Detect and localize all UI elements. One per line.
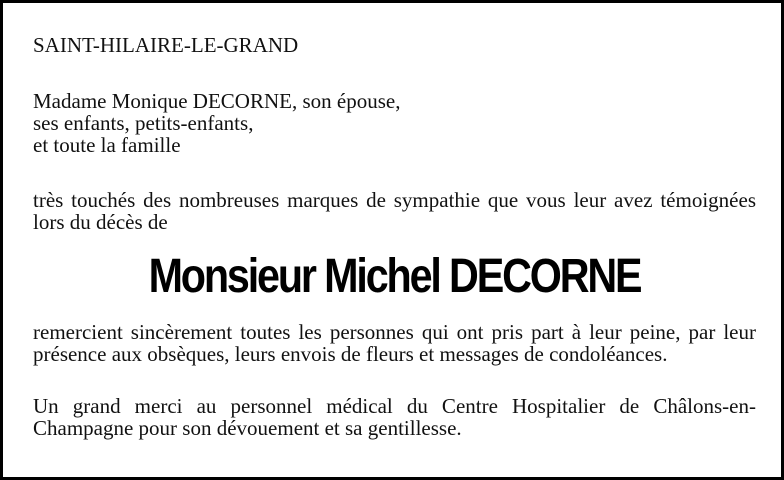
- deceased-name: Monsieur Michel DECORNE: [148, 250, 641, 303]
- family-line-children: ses enfants, petits-enfants,: [33, 111, 254, 135]
- sympathy-paragraph: très touchés des nombreuses marques de sympathie que vous leur avez témoignées lors du décès de: [33, 188, 756, 234]
- medical-staff-thanks: Un grand merci au personnel médical du Centre Hospitalier de Châlons-en-Champagne pour son dévouement et sa gentillesse.: [33, 394, 756, 440]
- place-name: SAINT-HILAIRE-LE-GRAND: [33, 33, 299, 57]
- thanks-paragraph: remercient sincèrement toutes les personnes qui ont pris part à leur peine, par leur présence aux obsèques, leurs envois de fleurs et messages de condoléances.: [33, 320, 756, 366]
- family-line-spouse: Madame Monique DECORNE, son épouse,: [33, 89, 401, 113]
- family-signatories: [33, 90, 756, 156]
- family-line-family: et toute la famille: [33, 133, 181, 157]
